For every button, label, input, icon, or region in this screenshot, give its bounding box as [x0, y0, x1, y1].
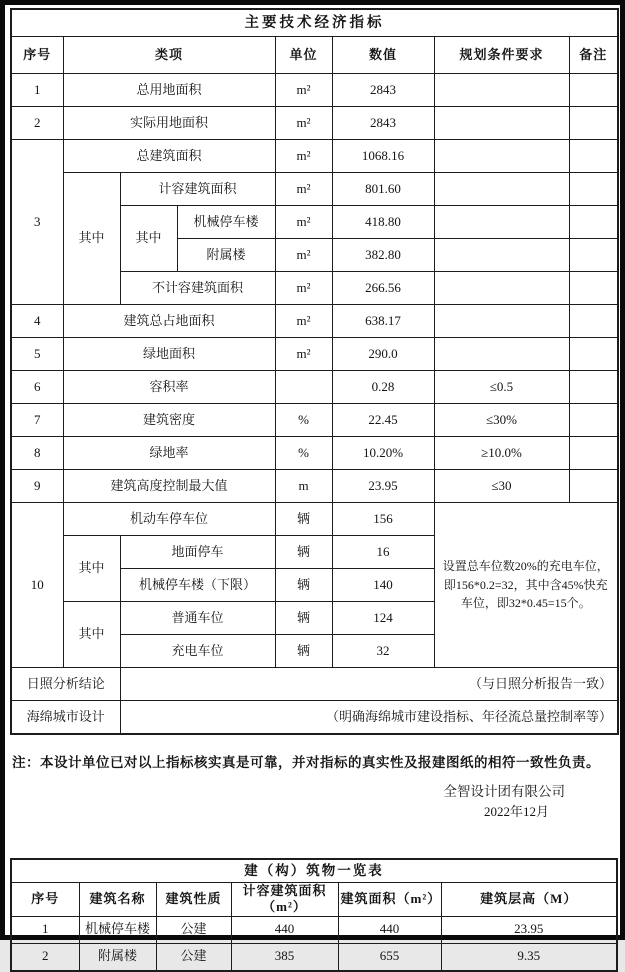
table-cell [434, 173, 569, 206]
table-cell: 不计容建筑面积 [120, 272, 275, 305]
main-table-title: 主要技术经济指标 [11, 9, 618, 37]
table-cell [569, 305, 618, 338]
table-cell: 3 [11, 140, 63, 305]
table-cell: 建筑密度 [63, 404, 275, 437]
table-cell: 638.17 [332, 305, 434, 338]
table-cell: （与日照分析报告一致） [120, 668, 618, 701]
table-row [11, 173, 618, 206]
table-cell: 1 [11, 74, 63, 107]
table-cell: 16 [332, 536, 434, 569]
table-row [11, 943, 617, 971]
table-cell: 其中 [63, 536, 120, 602]
table-cell: 1068.16 [332, 140, 434, 173]
table-cell: 机械停车楼 [79, 916, 156, 943]
table-cell: 充电车位 [120, 635, 275, 668]
header-cell: 序号 [11, 883, 79, 917]
table-cell: 辆 [275, 602, 332, 635]
table-cell [569, 470, 618, 503]
table-cell: 801.60 [332, 173, 434, 206]
table-cell: m² [275, 74, 332, 107]
table-cell: 2843 [332, 107, 434, 140]
table-cell: % [275, 404, 332, 437]
table-cell: 辆 [275, 569, 332, 602]
table-cell [569, 338, 618, 371]
table-cell: 机械停车楼 [177, 206, 275, 239]
table-cell: 418.80 [332, 206, 434, 239]
table-row [11, 916, 617, 943]
table-cell: 2843 [332, 74, 434, 107]
table-cell: m² [275, 140, 332, 173]
table-cell: 其中 [63, 602, 120, 668]
header-cell: 规划条件要求 [434, 37, 569, 74]
table-cell [434, 305, 569, 338]
table-cell: 设置总车位数20%的充电车位，即156*0.2=32，其中含45%快充车位，即32*0.45=15个。 [434, 503, 618, 668]
table-row [11, 140, 618, 173]
header-cell: 建筑性质 [156, 883, 231, 917]
table-row [11, 338, 618, 371]
table-cell: 23.95 [441, 916, 617, 943]
table-cell: 2 [11, 107, 63, 140]
table-title-row [11, 859, 617, 883]
table-cell: ≤30 [434, 470, 569, 503]
table-cell: 7 [11, 404, 63, 437]
table-row [11, 437, 618, 470]
table-cell: 地面停车 [120, 536, 275, 569]
table-cell: 绿地率 [63, 437, 275, 470]
table-cell: 附属楼 [79, 943, 156, 971]
table-cell: 1 [11, 916, 79, 943]
table-row [11, 371, 618, 404]
table-cell: ≤0.5 [434, 371, 569, 404]
table-cell: m² [275, 239, 332, 272]
table-cell: 机动车停车位 [63, 503, 275, 536]
table-cell: 实际用地面积 [63, 107, 275, 140]
table-cell [275, 371, 332, 404]
table-cell: 382.80 [332, 239, 434, 272]
table-cell: 10 [11, 503, 63, 668]
verification-note: 注：本设计单位已对以上指标核实真是可靠，并对指标的真实性及报建图纸的相符一致性负责。 [12, 755, 600, 770]
table-cell: 总用地面积 [63, 74, 275, 107]
design-company-name: 全智设计团有限公司 [443, 784, 565, 799]
table-cell: 辆 [275, 503, 332, 536]
header-cell: 建筑层高（M） [441, 883, 617, 917]
table-cell: 266.56 [332, 272, 434, 305]
table-cell [434, 239, 569, 272]
table-row [11, 470, 618, 503]
table-cell [569, 206, 618, 239]
table-cell: 建筑总占地面积 [63, 305, 275, 338]
table-cell: 其中 [63, 173, 120, 305]
header-cell: 单位 [275, 37, 332, 74]
table-cell: （明确海绵城市建设指标、年径流总量控制率等） [120, 701, 618, 735]
table-cell: 140 [332, 569, 434, 602]
table-cell: ≤30% [434, 404, 569, 437]
header-cell: 计容建筑面积（m²） [231, 883, 338, 917]
table-cell [569, 74, 618, 107]
table-cell [569, 173, 618, 206]
table-cell: 290.0 [332, 338, 434, 371]
table-cell: 2 [11, 943, 79, 971]
table-row [11, 107, 618, 140]
table-cell: 6 [11, 371, 63, 404]
table-cell: 辆 [275, 536, 332, 569]
table-cell: 8 [11, 437, 63, 470]
table-cell: % [275, 437, 332, 470]
table-cell: 4 [11, 305, 63, 338]
table-cell: 建筑高度控制最大值 [63, 470, 275, 503]
building-table-title: 建（构）筑物一览表 [11, 859, 617, 883]
header-cell: 建筑名称 [79, 883, 156, 917]
table-row [11, 883, 617, 917]
table-cell: m² [275, 338, 332, 371]
table-cell: 9.35 [441, 943, 617, 971]
table-cell: 海绵城市设计 [11, 701, 120, 735]
table-cell: 9 [11, 470, 63, 503]
table-cell: 440 [338, 916, 441, 943]
table-cell [434, 107, 569, 140]
table-cell: 公建 [156, 943, 231, 971]
table-cell: 655 [338, 943, 441, 971]
table-cell: 32 [332, 635, 434, 668]
table-cell [434, 74, 569, 107]
table-cell: m² [275, 173, 332, 206]
table-cell: 440 [231, 916, 338, 943]
table-cell: 总建筑面积 [63, 140, 275, 173]
table-cell: 23.95 [332, 470, 434, 503]
table-cell [434, 338, 569, 371]
table-row [11, 404, 618, 437]
signature-block [9, 782, 617, 822]
table-cell [569, 272, 618, 305]
header-cell: 建筑面积（m²） [338, 883, 441, 917]
table-row [11, 305, 618, 338]
table-cell: m² [275, 206, 332, 239]
table-cell: 0.28 [332, 371, 434, 404]
table-cell: 绿地面积 [63, 338, 275, 371]
table-cell: 124 [332, 602, 434, 635]
table-cell: m² [275, 305, 332, 338]
table-cell: 10.20% [332, 437, 434, 470]
table-cell [569, 404, 618, 437]
table-cell: 385 [231, 943, 338, 971]
header-cell: 类项 [63, 37, 275, 74]
table-cell: ≥10.0% [434, 437, 569, 470]
table-cell: 其中 [120, 206, 177, 272]
main-indicators-table [10, 8, 619, 735]
table-cell: m² [275, 107, 332, 140]
table-cell [569, 107, 618, 140]
table-cell: 辆 [275, 635, 332, 668]
table-cell: 22.45 [332, 404, 434, 437]
table-cell [434, 140, 569, 173]
table-cell: 机械停车楼（下限） [120, 569, 275, 602]
table-row [11, 503, 618, 536]
table-cell: 156 [332, 503, 434, 536]
header-cell: 备注 [569, 37, 618, 74]
table-cell [569, 371, 618, 404]
header-cell: 数值 [332, 37, 434, 74]
table-cell: 普通车位 [120, 602, 275, 635]
buildings-list-table [10, 858, 618, 972]
table-cell: 5 [11, 338, 63, 371]
header-cell: 序号 [11, 37, 63, 74]
table-cell [569, 140, 618, 173]
table-cell: 附属楼 [177, 239, 275, 272]
table-cell: 容积率 [63, 371, 275, 404]
table-row [11, 668, 618, 701]
table-row [11, 701, 618, 735]
table-row [11, 74, 618, 107]
table-row [11, 37, 618, 74]
table-cell: 公建 [156, 916, 231, 943]
table-cell [569, 437, 618, 470]
table-cell [434, 206, 569, 239]
table-cell: m² [275, 272, 332, 305]
document-date: 2022年12月 [483, 804, 549, 819]
table-cell [434, 272, 569, 305]
table-cell: 计容建筑面积 [120, 173, 275, 206]
table-cell [569, 239, 618, 272]
table-cell: 日照分析结论 [11, 668, 120, 701]
table-cell: m [275, 470, 332, 503]
table-title-row [11, 9, 618, 37]
